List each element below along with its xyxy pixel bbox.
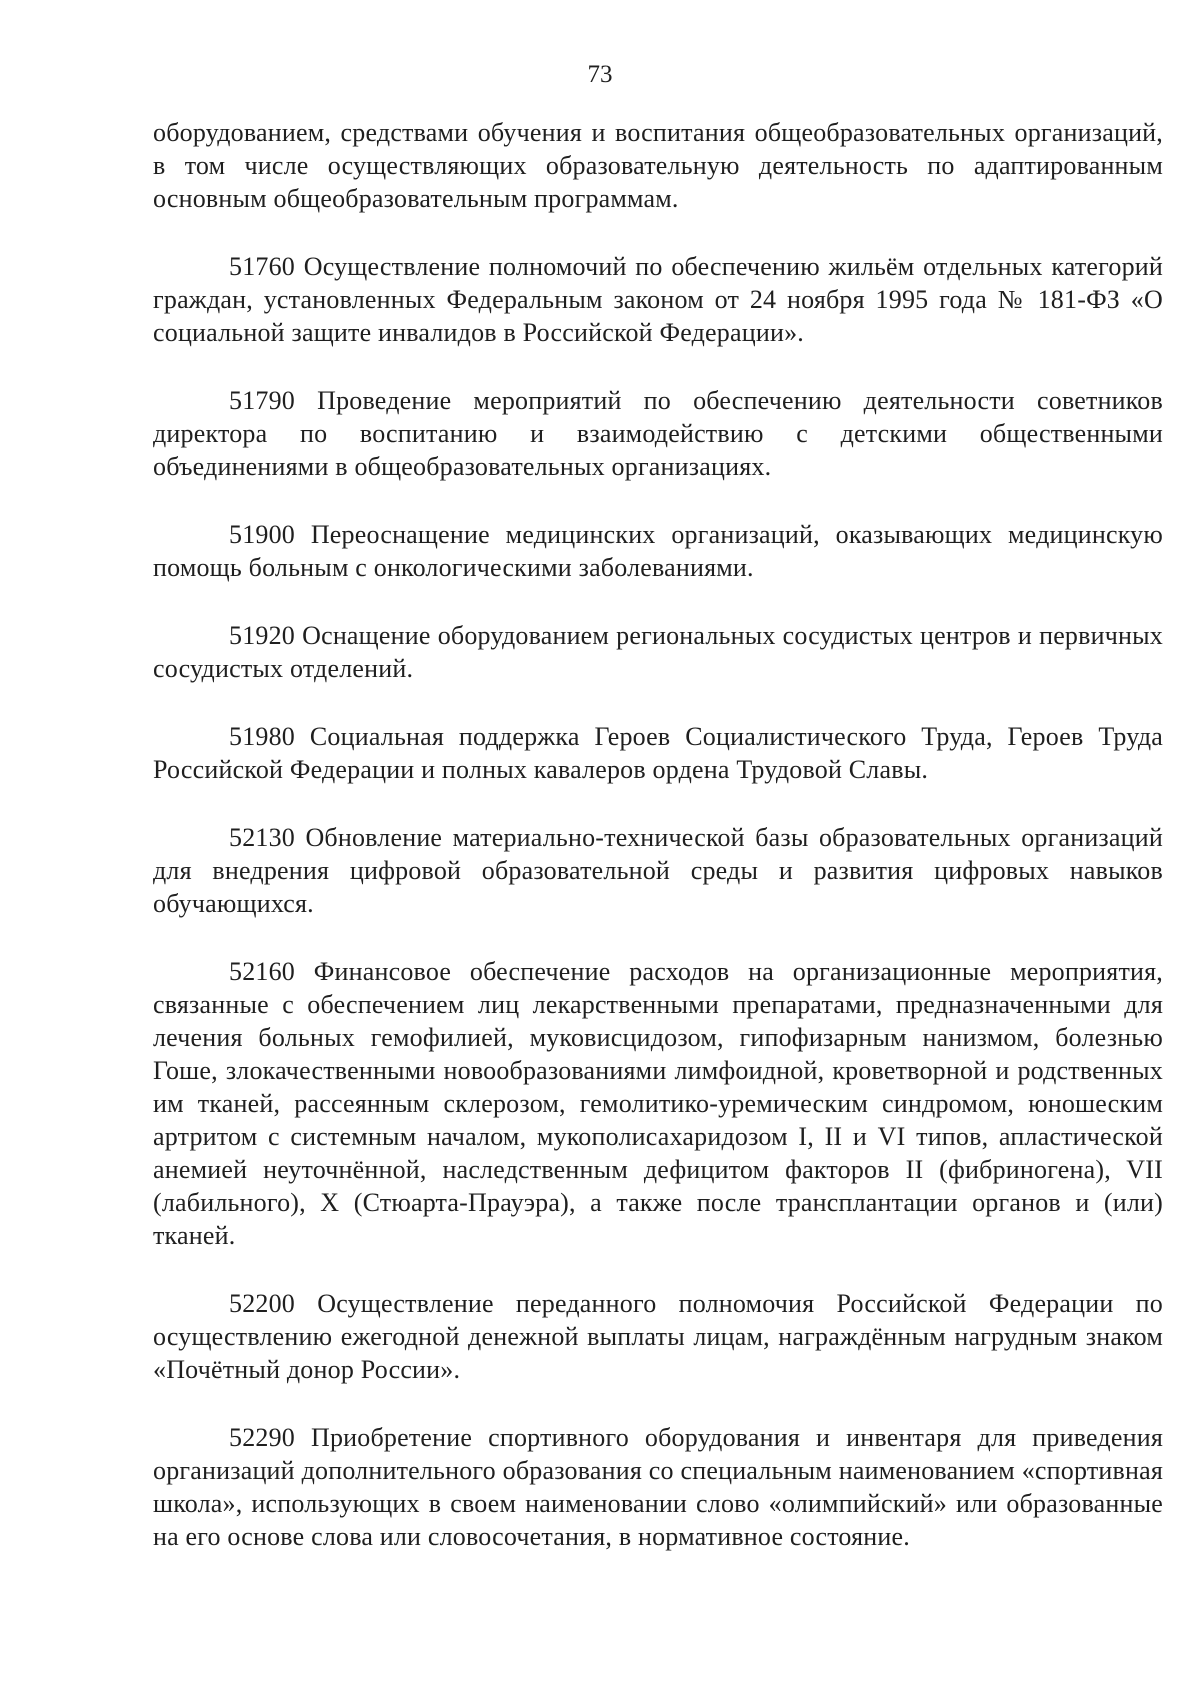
page-number: 73: [587, 61, 613, 88]
paragraph-51920: 51920 Оснащение оборудованием региональных сосудистых центров и первичных сосудистых отделений.: [153, 621, 1163, 683]
paragraph-52200: 52200 Осуществление переданного полномочия Российской Федерации по осуществлению ежегодной денежной выплаты лицам, награждённым нагрудным знаком «Почётный донор России».: [153, 1289, 1163, 1384]
paragraph-52290: 52290 Приобретение спортивного оборудования и инвентаря для приведения организаций дополнительного образования со специальным наименованием «спортивная школа», использующих в своем наименовании слово «олимпийский» или образованные на его основе слова или словосочетания, в нормативное состояние.: [153, 1423, 1163, 1551]
paragraph-51980: 51980 Социальная поддержка Героев Социалистического Труда, Героев Труда Российской Федерации и полных кавалеров ордена Трудовой Славы.: [153, 722, 1163, 784]
paragraph-52130: 52130 Обновление материально-технической базы образовательных организаций для внедрения цифровой образовательной среды и развития цифровых навыков обучающихся.: [153, 823, 1163, 918]
document-body: [153, 116, 1163, 1588]
paragraph-51790: 51790 Проведение мероприятий по обеспечению деятельности советников директора по воспитанию и взаимодействию с детскими общественными объединениями в общеобразовательных организациях.: [153, 386, 1163, 481]
paragraph-52160: 52160 Финансовое обеспечение расходов на организационные мероприятия, связанные с обеспечением лиц лекарственными препаратами, предназначенными для лечения больных гемофилией, муковисцидозом, гипофизарным нанизмом, болезнью Гоше, злокачественными новообразованиями лимфоидной, кроветворной и родственных им тканей, рассеянным склерозом, гемолитико-уремическим синдромом, юношеским артритом с системным началом, мукополисахаридозом I, II и VI типов, апластической анемией неуточнённой, наследственным дефицитом факторов II (фибриногена), VII (лабильного), X (Стюарта-Прауэра), а также после трансплантации органов и (или) тканей.: [153, 957, 1163, 1250]
paragraph-51760: 51760 Осуществление полномочий по обеспечению жильём отдельных категорий граждан, установленных Федеральным законом от 24 ноября 1995 года № 181-ФЗ «О социальной защите инвалидов в Российской Федерации».: [153, 252, 1163, 347]
paragraph-continuation: оборудованием, средствами обучения и воспитания общеобразовательных организаций, в том числе осуществляющих образовательную деятельность по адаптированным основным общеобразовательным программам.: [153, 118, 1163, 213]
paragraph-51900: 51900 Переоснащение медицинских организаций, оказывающих медицинскую помощь больным с онкологическими заболеваниями.: [153, 520, 1163, 582]
